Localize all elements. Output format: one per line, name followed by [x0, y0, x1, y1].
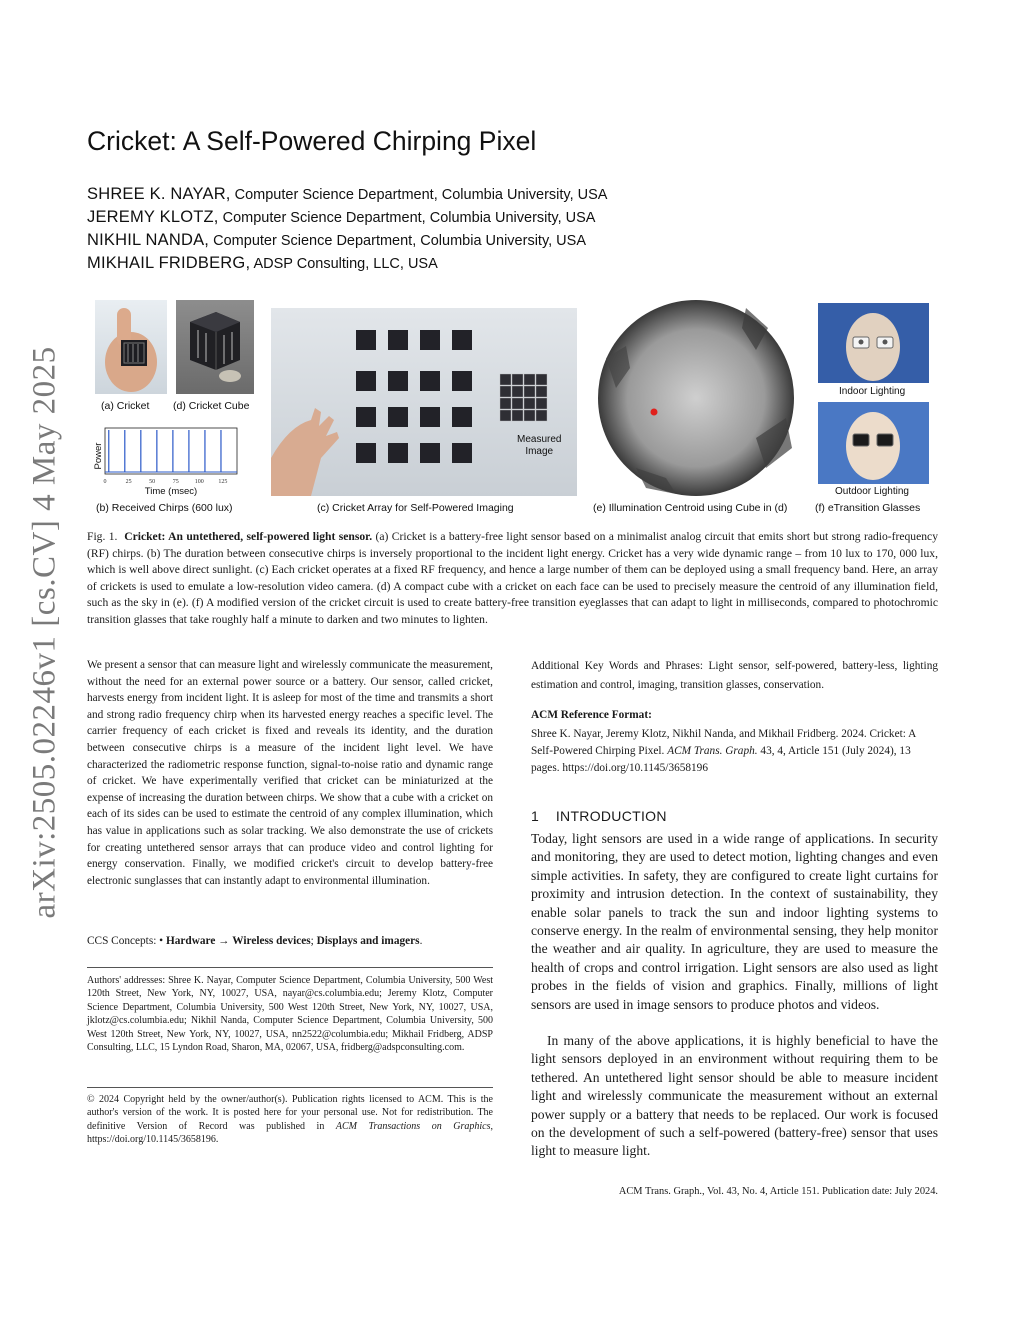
author-name: SHREE K. NAYAR,	[87, 185, 231, 203]
author-line	[87, 254, 438, 273]
indoor-glasses-photo	[818, 303, 929, 383]
author-line	[87, 231, 586, 250]
caption-label: Fig. 1.	[87, 530, 118, 543]
ccs-sep: ;	[310, 935, 317, 947]
chart-x-tick: 0	[103, 479, 107, 485]
cricket-cube-image	[176, 300, 254, 394]
copyright-text-1: © 2024 Copyright held by the owner/author(s). Publication rights licensed to ACM. This is the author's version of the work. It is posted here for your personal use. Not for redistribution. The definitive Version of Record was published in	[87, 1094, 493, 1132]
author-name: JEREMY KLOTZ,	[87, 208, 219, 226]
measured-line-2: Image	[525, 446, 554, 457]
figure-caption	[87, 529, 938, 628]
divider	[87, 967, 493, 968]
measured-image-label	[517, 434, 561, 458]
author-affiliation: Computer Science Department, Columbia University, USA	[222, 210, 596, 226]
acm-reference	[531, 726, 938, 777]
author-line	[87, 208, 595, 227]
ccs-arrow: →	[215, 935, 233, 947]
measured-line-1: Measured	[517, 434, 562, 445]
keywords: Additional Key Words and Phrases: Light sensor, self-powered, battery-less, lighting estimation and control, imaging, transition glasses, conservation.	[531, 660, 938, 691]
copyright-journal: ACM Transactions on Graphics	[335, 1120, 491, 1132]
fisheye-sky-image	[596, 298, 796, 498]
outdoor-lighting-label: Outdoor Lighting	[835, 486, 909, 497]
author-name: NIKHIL NANDA,	[87, 231, 210, 249]
cricket-cube-photo	[176, 300, 254, 394]
acm-ref-rest: 43, 4, Article 151 (July 2024), 13 pages. https://doi.org/10.1145/3658196	[531, 745, 911, 774]
chart-x-tick: 125	[218, 479, 228, 485]
acm-reference-heading: ACM Reference Format:	[531, 709, 652, 721]
label-f: (f) eTransition Glasses	[815, 502, 921, 514]
chart-x-tick: 25	[125, 479, 132, 485]
intro-paragraph-2: In many of the above applications, it is highly beneficial to have the light sensors deployed in an environment without requiring them to be tethered. An untethered light sensor should be able to measure incident light and wirelessly communicate the measurement without an external power supply or a battery that needs to be replaced. Our work is focused on the development of such a self-powered (battery-free) sensor that uses light to measure light.	[531, 1033, 938, 1159]
indoor-lighting-label: Indoor Lighting	[839, 386, 906, 397]
arxiv-stamp: arXiv:2505.02246v1 [cs.CV] 4 May 2025	[26, 346, 63, 919]
mannequin-outdoor-image	[818, 402, 929, 484]
author-affiliation: ADSP Consulting, LLC, USA	[253, 256, 438, 272]
cricket-array-image	[271, 308, 577, 496]
acm-ref-journal: ACM Trans. Graph.	[667, 745, 758, 757]
author-affiliation: Computer Science Department, Columbia University, USA	[213, 233, 586, 249]
ccs-prefix: CCS Concepts: •	[87, 935, 164, 947]
copyright-notice	[87, 1093, 493, 1147]
abstract: We present a sensor that can measure light and wirelessly communicate the measurement, without the need for an external power source or a battery. Our sensor, called cricket, harvests energy from incident light. It is asleep for most of the time and transmits a short and strong radio frequency chirp when its harvested energy reaches a specific level. The carrier frequency of each cricket is fixed and reveals its identity, and the duration between consecutive chirps is a measure of the incident light level. We have characterized the radiometric response function, signal-to-noise ratio and dynamic range of cricket. We have experimentally verified that cricket can be miniaturized at the expense of increasing the duration between chirps. We show that a cube with a cricket on each of its sides can be used to estimate the centroid of any complex illumination, which has value in applications such as solar tracking. We also demonstrate the use of crickets for creating untethered sensor arrays that can produce video and control lighting for energy conservation. Finally, we modified cricket's circuit to develop battery-free electronic sunglasses that can instantly adapt to environmental illumination.	[87, 659, 493, 887]
chirp-chart	[87, 422, 257, 498]
label-c: (c) Cricket Array for Self-Powered Imaging	[317, 502, 514, 514]
author-name: MIKHAIL FRIDBERG,	[87, 254, 251, 272]
paper-title: Cricket: A Self-Powered Chirping Pixel	[87, 126, 537, 156]
intro-paragraph-1: Today, light sensors are used in a wide range of applications. In security and monitoring, they are used to detect motion, lighting changes and even simple activities. In safety, they are configured to create light curtains for proximity and intrusion detection. In the context of sustainability, they enable solar panels to track the sun and indoor lighting systems to conserve energy. In the realm of environmental sensing, they help monitor the weather and air quality. In agriculture, they are used to measure the health of crops and control irrigation. Light sensors are also used as light probes in the fields of vision and graphics. Finally, millions of light sensors are used in image sensors to produce photos and videos.	[531, 831, 938, 1012]
divider	[87, 1087, 493, 1088]
centroid-marker	[651, 409, 658, 416]
outdoor-glasses-photo	[818, 402, 929, 484]
label-b: (b) Received Chirps (600 lux)	[96, 502, 233, 514]
caption-bold: Cricket: An untethered, self-powered light sensor.	[124, 530, 373, 543]
label-e: (e) Illumination Centroid using Cube in (d)	[593, 502, 788, 514]
figure-1	[87, 298, 942, 520]
cricket-array-photo	[271, 308, 577, 496]
ccs-concepts	[87, 935, 493, 947]
chart-x-tick: 75	[172, 479, 179, 485]
label-d: (d) Cricket Cube	[173, 400, 250, 412]
chart-x-tick: 100	[194, 479, 204, 485]
mannequin-indoor-image	[818, 303, 929, 383]
cricket-photo	[95, 300, 167, 394]
label-a: (a) Cricket	[101, 400, 150, 412]
chart-x-label: Time (msec)	[144, 486, 198, 497]
page-footer: ACM Trans. Graph., Vol. 43, No. 4, Article 151. Publication date: July 2024.	[618, 1186, 938, 1197]
caption-text: (a) Cricket is a battery-free light sensor based on a minimalist analog circuit that emits short but strong radio-frequency (RF) chirps. (b) The duration between consecutive chirps is inversely proportional to the incident light energy. Cricket has a very wide dynamic range – from 10 lux to 170, 000 lux, which is well above direct sunlight. (c) Each cricket operates at a fixed RF frequency, and hence a large number of them can be deployed using a small frequency band. Here, an array of crickets is used to emulate a low-resolution video camera. (d) A compact cube with a cricket on each face can be used to precisely measure the centroid of any illumination field, such as the sky in (e). (f) A modified version of the cricket circuit is used to create battery-free transition eyeglasses that can adapt to light in milliseconds, compared to photochromic transition glasses that take roughly half a minute to darken and two minutes to lighten.	[87, 530, 938, 626]
chart-x-tick: 50	[149, 479, 156, 485]
acm-ref-authors: Shree K. Nayar, Jeremy Klotz, Nikhil Nanda, and Mikhail Fridberg. 2024. Cricket: A Self-Powered Chirping Pixel.	[531, 728, 916, 757]
hand-holding-cricket-image	[95, 300, 167, 394]
ccs-hardware: Hardware	[165, 935, 216, 947]
author-line	[87, 185, 607, 204]
copyright-text-2: , https://doi.org/10.1145/3658196.	[87, 1120, 493, 1146]
ccs-wireless: Wireless devices	[232, 935, 311, 947]
author-affiliation: Computer Science Department, Columbia University, USA	[234, 187, 608, 203]
author-addresses: Authors' addresses: Shree K. Nayar, Computer Science Department, Columbia University, 500 West 120th Street, New York, NY, 10027, USA, nayar@cs.columbia.edu; Jeremy Klotz, Computer Science Department, Columbia University, 500 West 120th Street, New York, NY, 10027, USA, jklotz@cs.columbia.edu; Nikhil Nanda, Computer Science Department, Columbia University, 500 West 120th Street, New York, NY, 10027, USA, nn2522@columbia.edu; Mikhail Fridberg, ADSP Consulting, LLC, 15 Lyndon Road, Sharon, MA, 02067, USA, fridberg@adspconsulting.com.	[87, 975, 493, 1054]
section-heading-introduction: 1 INTRODUCTION	[531, 808, 667, 824]
ccs-displays: Displays and imagers	[316, 935, 420, 947]
fisheye-sky-photo	[596, 298, 796, 498]
ccs-end: .	[419, 935, 423, 947]
chart-y-label: Power	[93, 442, 104, 470]
